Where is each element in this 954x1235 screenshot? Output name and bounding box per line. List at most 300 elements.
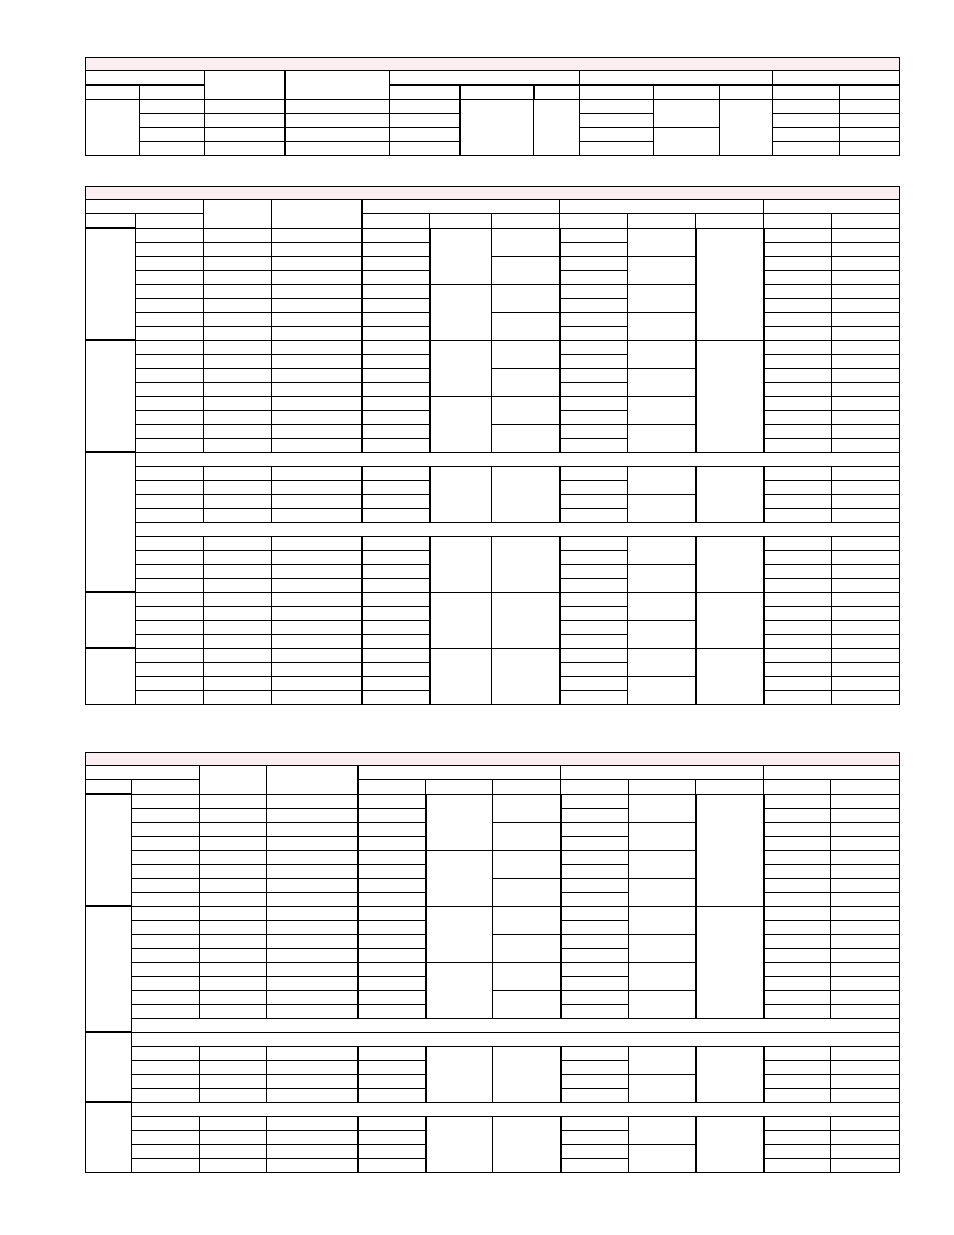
table-cell — [831, 822, 900, 836]
table-cell — [831, 1144, 900, 1158]
table-cell — [493, 962, 561, 990]
table-cell — [696, 794, 764, 906]
table-cell — [561, 1130, 629, 1144]
table-cell — [773, 142, 840, 156]
table-cell — [492, 396, 560, 424]
table-cell — [204, 676, 272, 690]
table-cell — [654, 100, 720, 128]
table-cell — [204, 410, 272, 424]
table-cell — [272, 242, 362, 256]
table-cell — [831, 794, 900, 808]
table-cell — [200, 1088, 267, 1102]
table-cell — [561, 892, 629, 906]
table-cell — [628, 396, 696, 424]
table-cell — [764, 878, 831, 892]
table-cell — [831, 906, 900, 920]
table-cell — [132, 1074, 200, 1088]
table-cell — [840, 100, 900, 114]
table-cell — [132, 1158, 200, 1172]
table-cell — [764, 284, 832, 298]
column-header — [773, 85, 840, 100]
column-header — [204, 200, 272, 229]
table-cell — [132, 920, 200, 934]
table-cell — [136, 326, 204, 340]
table-cell — [492, 284, 560, 312]
column-header — [136, 214, 204, 229]
table-cell — [561, 934, 629, 948]
table-cell — [272, 606, 362, 620]
table-cell — [628, 368, 696, 396]
column-header — [493, 780, 561, 795]
table-row — [86, 794, 900, 808]
table-cell — [362, 326, 430, 340]
table-cell — [86, 648, 136, 704]
table-cell — [764, 962, 831, 976]
table-cell — [136, 396, 204, 410]
table-cell — [764, 948, 831, 962]
table-cell — [430, 648, 492, 704]
table-cell — [831, 1074, 900, 1088]
table-cell — [628, 256, 696, 284]
table-cell — [560, 242, 628, 256]
table-cell — [200, 1158, 267, 1172]
table-cell — [362, 606, 430, 620]
table-cell — [430, 228, 492, 284]
table-cell — [832, 466, 900, 480]
table-cell — [358, 920, 426, 934]
table-cell — [136, 606, 204, 620]
table-cell — [628, 648, 696, 676]
table-cell — [267, 1046, 358, 1060]
group-header — [561, 766, 764, 780]
table-cell — [840, 142, 900, 156]
table-cell — [267, 920, 358, 934]
table-cell — [358, 864, 426, 878]
table-cell — [628, 536, 696, 564]
table-cell — [267, 1158, 358, 1172]
table-cell — [86, 452, 136, 592]
table-cell — [136, 256, 204, 270]
table-cell — [358, 822, 426, 836]
table-cell — [696, 340, 764, 452]
table-cell — [136, 648, 204, 662]
table-cell — [200, 906, 267, 920]
table-cell — [561, 976, 629, 990]
table-cell — [560, 312, 628, 326]
column-header — [430, 214, 492, 229]
table-cell — [493, 822, 561, 850]
column-header — [285, 71, 390, 100]
table-cell — [204, 466, 272, 480]
table-cell — [764, 662, 832, 676]
table-row — [86, 1018, 900, 1032]
table-cell — [764, 864, 831, 878]
table-cell — [285, 114, 390, 128]
table-cell — [764, 920, 831, 934]
table-cell — [764, 270, 832, 284]
table-cell — [561, 962, 629, 976]
table-cell — [358, 934, 426, 948]
table-cell — [362, 620, 430, 634]
table-cell — [492, 312, 560, 340]
table-cell — [272, 256, 362, 270]
table-cell — [764, 438, 832, 452]
table-cell — [272, 536, 362, 550]
table-cell — [628, 340, 696, 368]
table-cell — [140, 100, 205, 114]
group-header — [390, 71, 580, 86]
table-cell — [764, 836, 831, 850]
table-cell — [764, 228, 832, 242]
table-cell — [132, 1130, 200, 1144]
table-cell — [136, 550, 204, 564]
table-cell — [832, 270, 900, 284]
table-cell — [362, 578, 430, 592]
table-cell — [136, 466, 204, 480]
table-cell — [560, 326, 628, 340]
table-cell — [492, 648, 560, 704]
table-cell — [204, 480, 272, 494]
table-cell — [764, 808, 831, 822]
table-cell — [132, 1032, 900, 1046]
table-cell — [832, 298, 900, 312]
table-cell — [362, 550, 430, 564]
table-cell — [362, 242, 430, 256]
column-header — [460, 85, 534, 100]
column-header — [86, 85, 140, 100]
table-cell — [362, 410, 430, 424]
table-cell — [492, 228, 560, 256]
table-cell — [362, 466, 430, 480]
table-row — [86, 878, 900, 892]
table-cell — [560, 508, 628, 522]
table-cell — [831, 948, 900, 962]
table-cell — [426, 906, 493, 962]
table-cell — [267, 808, 358, 822]
table-cell — [136, 634, 204, 648]
table-row — [86, 256, 900, 270]
table-cell — [628, 494, 696, 522]
table-cell — [200, 864, 267, 878]
table-cell — [267, 1088, 358, 1102]
column-header — [628, 214, 696, 229]
table-cell — [831, 1060, 900, 1074]
group-header — [764, 200, 900, 214]
table-cell — [492, 368, 560, 396]
table-cell — [764, 312, 832, 326]
table-cell — [764, 536, 832, 550]
table-header-band — [86, 187, 900, 200]
table-cell — [136, 382, 204, 396]
table-cell — [560, 634, 628, 648]
table-cell — [132, 836, 200, 850]
table-header-band — [86, 753, 900, 766]
table-cell — [696, 466, 764, 522]
table-cell — [580, 142, 654, 156]
table-cell — [136, 270, 204, 284]
table-cell — [764, 934, 831, 948]
table-cell — [696, 228, 764, 340]
table-cell — [492, 340, 560, 368]
group-header — [560, 200, 764, 214]
table-cell — [136, 242, 204, 256]
table-cell — [132, 1004, 200, 1018]
table-cell — [272, 284, 362, 298]
table-cell — [720, 100, 773, 156]
table-cell — [492, 424, 560, 452]
column-header — [696, 780, 764, 795]
table-cell — [764, 990, 831, 1004]
column-header — [629, 780, 696, 795]
table-cell — [267, 990, 358, 1004]
table-cell — [136, 354, 204, 368]
table-cell — [204, 606, 272, 620]
table-cell — [362, 536, 430, 550]
table-cell — [132, 864, 200, 878]
table-row — [86, 934, 900, 948]
table-cell — [493, 850, 561, 878]
table-row — [86, 962, 900, 976]
table-cell — [764, 676, 832, 690]
table-cell — [629, 1074, 696, 1102]
column-header — [831, 780, 900, 795]
table-cell — [832, 508, 900, 522]
table-cell — [831, 892, 900, 906]
table-cell — [764, 1130, 831, 1144]
data-table-1 — [85, 57, 900, 156]
table-cell — [267, 864, 358, 878]
table-cell — [561, 808, 629, 822]
table-cell — [204, 354, 272, 368]
table-cell — [86, 1102, 132, 1172]
table-cell — [561, 822, 629, 836]
table-cell — [764, 396, 832, 410]
table-cell — [764, 822, 831, 836]
table-cell — [696, 1046, 764, 1102]
table-cell — [132, 934, 200, 948]
table-cell — [200, 822, 267, 836]
table-cell — [764, 1158, 831, 1172]
table-cell — [136, 424, 204, 438]
table-cell — [493, 1116, 561, 1172]
table-cell — [200, 878, 267, 892]
table-cell — [132, 906, 200, 920]
table-row — [86, 536, 900, 550]
table-cell — [204, 396, 272, 410]
table-cell — [628, 312, 696, 340]
table-cell — [764, 256, 832, 270]
table-cell — [560, 676, 628, 690]
table-cell — [358, 990, 426, 1004]
table-cell — [560, 284, 628, 298]
table-cell — [272, 592, 362, 606]
table-row — [86, 284, 900, 298]
table-cell — [560, 256, 628, 270]
table-cell — [362, 340, 430, 354]
table-cell — [285, 142, 390, 156]
table-cell — [764, 424, 832, 438]
table-cell — [764, 892, 831, 906]
table-row — [86, 312, 900, 326]
table-cell — [358, 1074, 426, 1088]
table-cell — [267, 1074, 358, 1088]
table-cell — [831, 1130, 900, 1144]
table-cell — [560, 368, 628, 382]
column-header — [580, 85, 654, 100]
table-cell — [831, 990, 900, 1004]
table-cell — [358, 878, 426, 892]
table-cell — [200, 1074, 267, 1088]
column-header — [560, 214, 628, 229]
table-cell — [205, 128, 285, 142]
table-cell — [358, 976, 426, 990]
column-header — [200, 766, 267, 795]
table-cell — [358, 1004, 426, 1018]
table-cell — [272, 382, 362, 396]
table-cell — [285, 100, 390, 114]
column-header — [272, 200, 362, 229]
table-cell — [426, 1046, 493, 1102]
table-cell — [492, 466, 560, 522]
table-cell — [628, 228, 696, 256]
table-cell — [764, 1074, 831, 1088]
table-cell — [831, 1046, 900, 1060]
table-cell — [764, 494, 832, 508]
table-cell — [832, 690, 900, 704]
table-cell — [358, 850, 426, 864]
column-header — [534, 85, 580, 100]
table-cell — [832, 326, 900, 340]
table-cell — [204, 312, 272, 326]
table-cell — [560, 494, 628, 508]
table-cell — [832, 662, 900, 676]
table-cell — [272, 508, 362, 522]
table-cell — [136, 368, 204, 382]
table-cell — [561, 1060, 629, 1074]
table-row — [86, 466, 900, 480]
table-cell — [267, 822, 358, 836]
column-header — [390, 85, 460, 100]
table-cell — [132, 990, 200, 1004]
table-cell — [272, 648, 362, 662]
table-cell — [358, 962, 426, 976]
table-cell — [560, 536, 628, 550]
table-cell — [358, 1158, 426, 1172]
table-cell — [430, 340, 492, 396]
table-cell — [832, 284, 900, 298]
table-cell — [629, 1116, 696, 1144]
table-cell — [140, 142, 205, 156]
table-cell — [426, 794, 493, 850]
table-cell — [358, 794, 426, 808]
table-cell — [272, 564, 362, 578]
table-cell — [204, 242, 272, 256]
table-cell — [430, 592, 492, 648]
table-cell — [272, 326, 362, 340]
table-cell — [86, 794, 132, 906]
table-cell — [628, 676, 696, 704]
table-cell — [136, 298, 204, 312]
table-cell — [840, 128, 900, 142]
table-cell — [200, 934, 267, 948]
table-cell — [426, 1116, 493, 1172]
table-cell — [132, 948, 200, 962]
group-header — [580, 71, 773, 86]
table-row — [86, 396, 900, 410]
table-cell — [136, 690, 204, 704]
table-cell — [764, 410, 832, 424]
column-header — [205, 71, 285, 100]
table-cell — [86, 592, 136, 648]
table-cell — [629, 1046, 696, 1074]
table-cell — [272, 466, 362, 480]
table-cell — [560, 620, 628, 634]
table-cell — [136, 480, 204, 494]
table-cell — [560, 662, 628, 676]
table-cell — [200, 1130, 267, 1144]
table-cell — [832, 410, 900, 424]
table-cell — [560, 340, 628, 354]
table-cell — [831, 836, 900, 850]
table-cell — [629, 794, 696, 822]
table-cell — [362, 228, 430, 242]
table-cell — [580, 100, 654, 114]
table-cell — [561, 1088, 629, 1102]
table-cell — [390, 100, 460, 114]
table-cell — [358, 1088, 426, 1102]
table-cell — [832, 480, 900, 494]
table-cell — [132, 1088, 200, 1102]
table-cell — [204, 256, 272, 270]
table-cell — [764, 550, 832, 564]
table-cell — [362, 592, 430, 606]
column-header — [492, 214, 560, 229]
table-cell — [764, 1060, 831, 1074]
table-cell — [272, 368, 362, 382]
table-cell — [560, 396, 628, 410]
table-cell — [832, 592, 900, 606]
table-cell — [204, 298, 272, 312]
table-cell — [267, 906, 358, 920]
table-cell — [132, 1018, 900, 1032]
column-header — [720, 85, 773, 100]
table-cell — [267, 976, 358, 990]
table-cell — [560, 606, 628, 620]
table-cell — [831, 1158, 900, 1172]
table-row — [86, 522, 900, 536]
table-cell — [560, 564, 628, 578]
table-cell — [426, 962, 493, 1018]
table-cell — [267, 878, 358, 892]
table-cell — [204, 270, 272, 284]
table-cell — [272, 620, 362, 634]
table-cell — [832, 242, 900, 256]
table-cell — [86, 906, 132, 1032]
column-header — [561, 780, 629, 795]
table-cell — [362, 634, 430, 648]
table-cell — [492, 256, 560, 284]
table-cell — [200, 808, 267, 822]
table-cell — [561, 920, 629, 934]
table-cell — [430, 466, 492, 522]
table-cell — [136, 522, 900, 536]
table-cell — [560, 592, 628, 606]
table-cell — [560, 550, 628, 564]
table-row — [86, 990, 900, 1004]
table-cell — [132, 808, 200, 822]
table-cell — [628, 620, 696, 648]
table-cell — [390, 128, 460, 142]
